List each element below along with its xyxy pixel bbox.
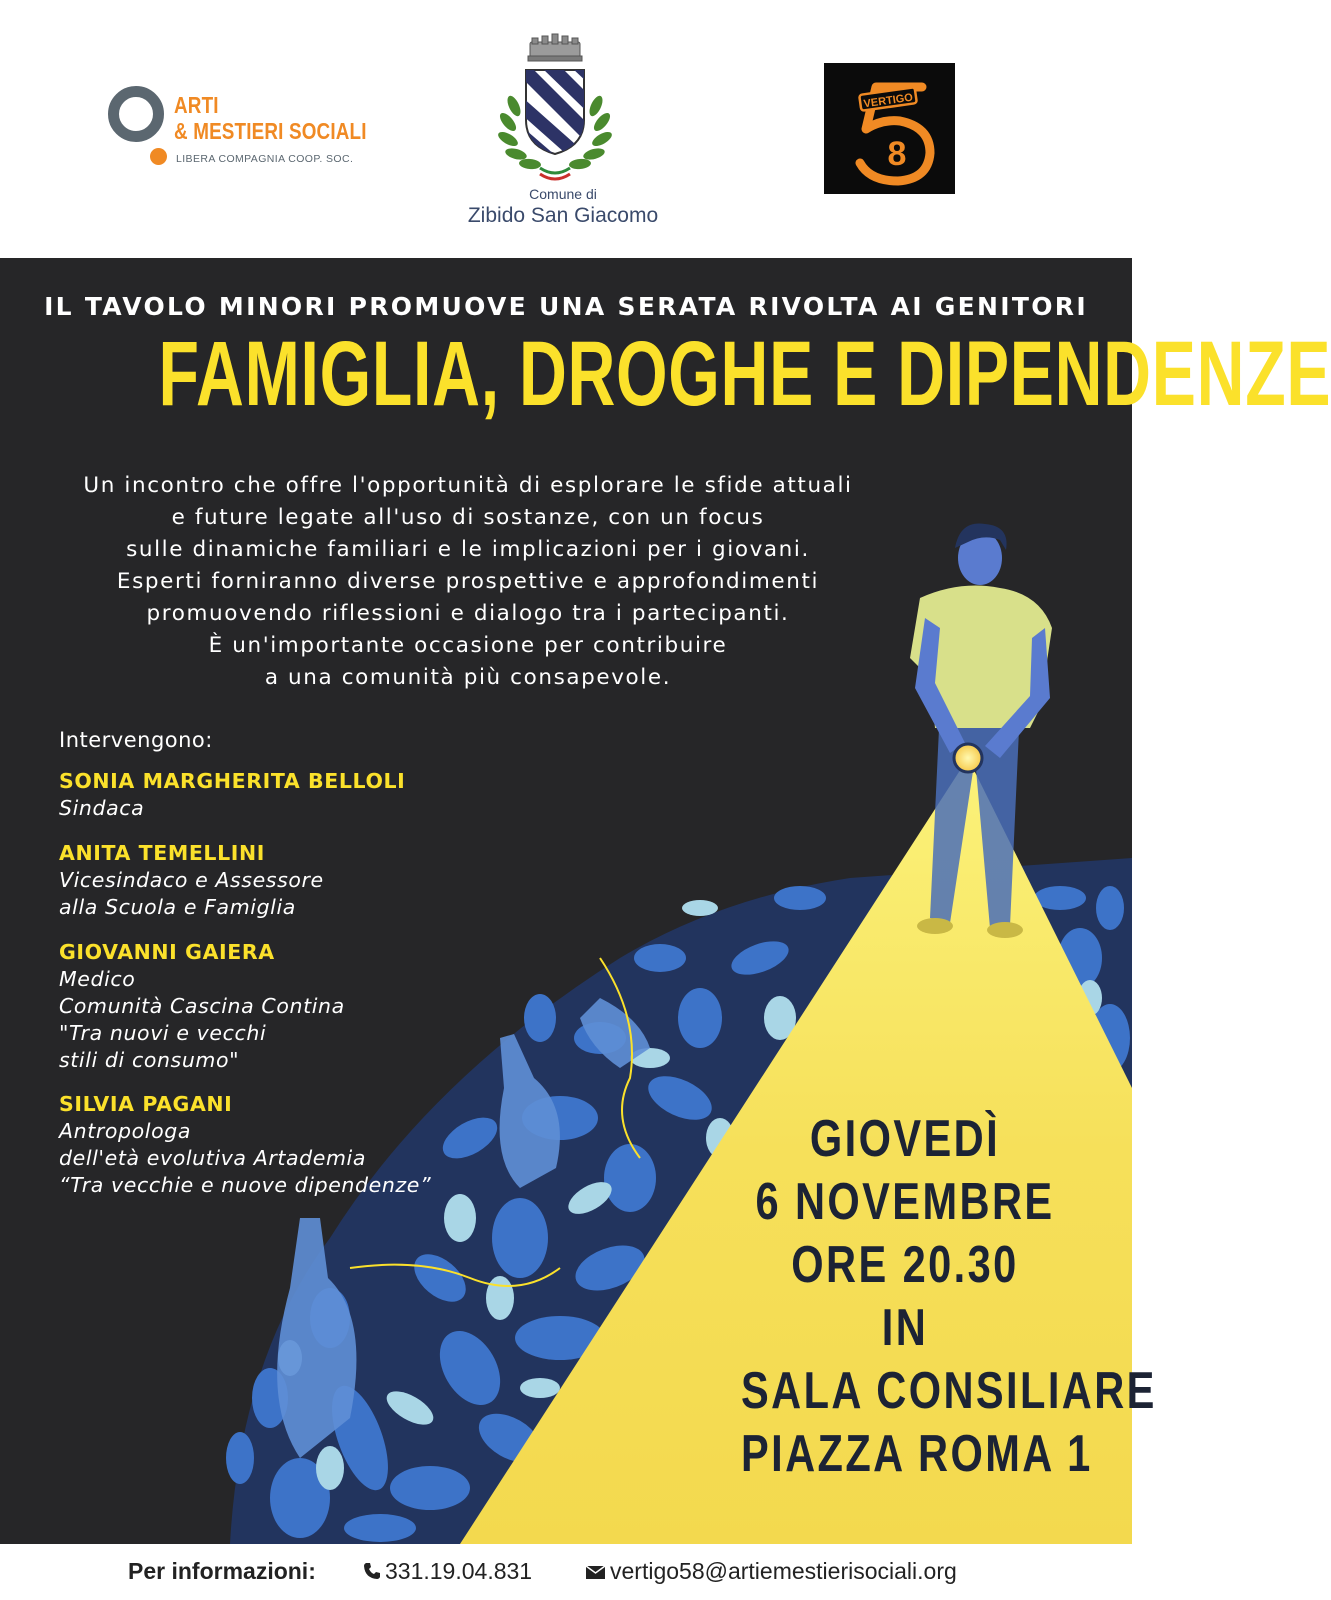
speaker-role: Antropologa xyxy=(59,1119,191,1143)
speakers-label: Intervengono: xyxy=(59,728,213,752)
footer xyxy=(0,1544,1132,1600)
speaker-name: SILVIA PAGANI xyxy=(59,1092,233,1116)
phone-icon xyxy=(362,1561,382,1581)
header xyxy=(0,0,1132,258)
intro-line: a una comunità più consapevole. xyxy=(264,665,672,690)
event-time: ORE 20.30 xyxy=(791,1236,1019,1294)
ring-icon xyxy=(108,86,164,142)
speaker-name: SONIA MARGHERITA BELLOLI xyxy=(59,769,406,793)
event-venue: SALA CONSILIARE xyxy=(741,1362,1157,1420)
speaker-role: “Tra vecchie e nuove dipendenze” xyxy=(59,1173,432,1197)
arti-logo-line1: ARTI xyxy=(174,92,219,118)
dot-icon xyxy=(150,148,167,165)
coat-of-arms-icon xyxy=(452,28,678,188)
intro-line: Esperti forniranno diverse prospettive e approfondimenti xyxy=(116,569,820,594)
speaker-role: Medico xyxy=(59,967,136,991)
arti-logo-line2: & MESTIERI SOCIALI xyxy=(174,118,367,144)
email-address[interactable]: vertigo58@artiemestierisociali.org xyxy=(610,1558,957,1584)
poster-title: FAMIGLIA, DROGHE E DIPENDENZE xyxy=(158,323,1331,425)
arti-logo-line3: LIBERA COMPAGNIA COOP. SOC. xyxy=(176,153,354,165)
speaker-role: Comunità Cascina Contina xyxy=(59,994,345,1018)
speaker-belloli xyxy=(59,768,405,822)
event-address: PIAZZA ROMA 1 xyxy=(741,1425,1093,1483)
speaker-role: dell'età evolutiva Artademia xyxy=(59,1146,367,1170)
speaker-temellini xyxy=(59,840,324,921)
event-day: GIOVEDÌ xyxy=(809,1110,1001,1168)
comune-prefix: Comune di xyxy=(529,186,597,202)
arti-mestieri-logo xyxy=(108,84,368,174)
event-details xyxy=(700,1108,1157,1486)
speaker-role: Vicesindaco e Assessore xyxy=(59,868,324,892)
speaker-name: GIOVANNI GAIERA xyxy=(59,940,275,964)
vertigo-58-logo xyxy=(824,63,955,194)
intro-paragraph xyxy=(38,470,898,694)
speaker-role: alla Scuola e Famiglia xyxy=(59,895,296,919)
event-in: IN xyxy=(881,1299,929,1357)
intro-line: Un incontro che offre l'opportunità di esplorare le sfide attuali xyxy=(83,473,853,498)
phone-number[interactable]: 331.19.04.831 xyxy=(385,1558,533,1584)
intro-line: È un'importante occasione per contribuire xyxy=(208,633,728,658)
intro-line: sulle dinamiche familiari e le implicazioni per i giovani. xyxy=(126,537,810,562)
comune-logo xyxy=(452,28,678,233)
info-label: Per informazioni: xyxy=(128,1558,316,1584)
intro-line: e future legate all'uso di sostanze, con un focus xyxy=(171,505,765,530)
speaker-pagani xyxy=(59,1091,431,1199)
envelope-icon xyxy=(586,1566,605,1579)
speaker-role: stili di consumo" xyxy=(59,1048,240,1072)
speaker-gaiera xyxy=(59,939,345,1074)
event-date: 6 NOVEMBRE xyxy=(755,1173,1055,1231)
intro-line: promuovendo riflessioni e dialogo tra i partecipanti. xyxy=(146,601,790,626)
kicker-heading: IL TAVOLO MINORI PROMUOVE UNA SERATA RIVOLTA AI GENITORI xyxy=(44,292,1088,321)
speaker-name: ANITA TEMELLINI xyxy=(59,841,265,865)
vertigo-word: VERTIGO xyxy=(862,91,914,111)
comune-name: Zibido San Giacomo xyxy=(467,204,659,227)
poster-panel xyxy=(0,258,1331,1544)
speaker-role: Sindaca xyxy=(59,796,145,820)
speaker-role: "Tra nuovi e vecchi xyxy=(59,1021,267,1045)
vertigo-mark xyxy=(824,63,955,194)
vertigo-digit-8: 8 xyxy=(887,135,907,173)
